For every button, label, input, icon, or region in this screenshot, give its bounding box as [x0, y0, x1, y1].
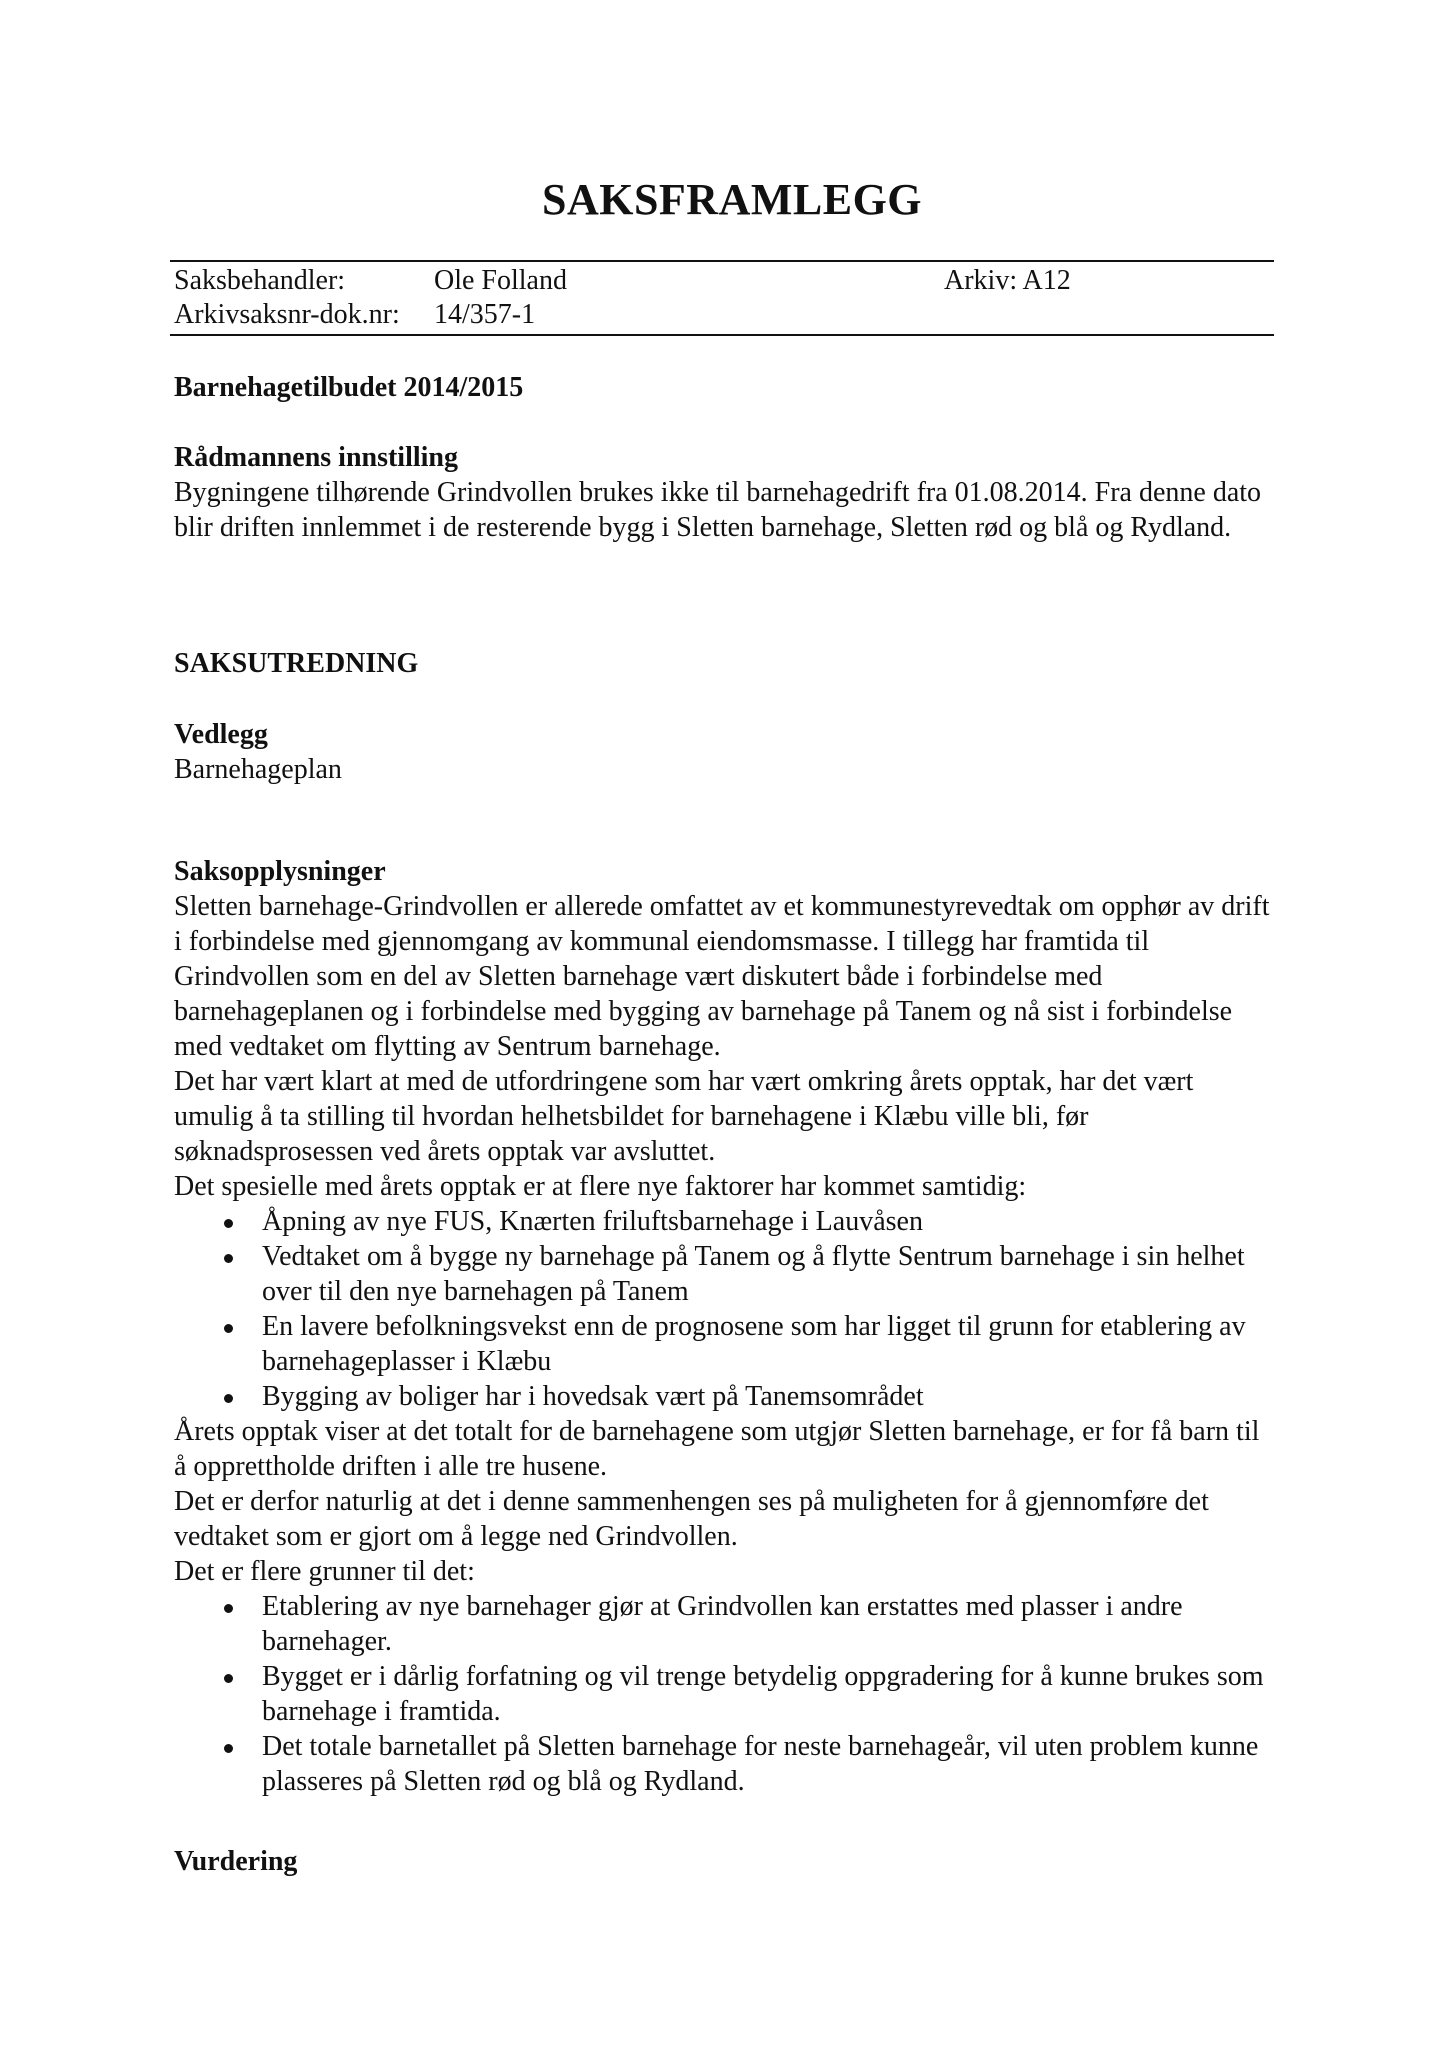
list-item-text: Etablering av nye barnehager gjør at Grindvollen kan erstattes med plasser i andre barnehager. — [262, 1591, 1183, 1657]
vurdering-heading-block — [174, 1844, 1274, 1879]
bullet-icon — [224, 1744, 233, 1753]
list-item — [174, 1589, 1274, 1659]
saksopplysninger-paragraph-1: Sletten barnehage-Grindvollen er allerede omfattet av et kommunestyrevedtak om opphør av drift i forbindelse med gjennomgang av kommunal eiendomsmasse. I tillegg har framtida til Grindvollen som en del av Sletten barnehage vært diskutert både i forbindelse med barnehageplanen og i forbindelse med bygging av barnehage på Tanem og nå sist i forbindelse med vedtaket om flytting av Sentrum barnehage. — [174, 891, 1270, 1062]
saksopplysninger-paragraph-4: Årets opptak viser at det totalt for de barnehagene som utgjør Sletten barnehage, er for få barn til å opprettholde driften i alle tre husene. — [174, 1416, 1260, 1482]
bullet-icon — [224, 1394, 233, 1403]
innstilling-heading: Rådmannens innstilling — [174, 442, 458, 473]
list-item-text: Åpning av nye FUS, Knærten friluftsbarnehage i Lauvåsen — [262, 1206, 923, 1237]
case-title-text: Barnehagetilbudet 2014/2015 — [174, 372, 524, 403]
header-bottom-rule — [170, 334, 1274, 336]
saksopplysninger-paragraph-5: Det er derfor naturlig at det i denne sammenhengen ses på muligheten for å gjennomføre det vedtaket som er gjort om å legge ned Grindvollen. — [174, 1486, 1209, 1552]
innstilling-section — [174, 440, 1274, 545]
list-item — [174, 1239, 1274, 1309]
list-item-text: Det totale barnetallet på Sletten barnehage for neste barnehageår, vil uten problem kunne plasseres på Sletten rød og blå og Rydland. — [262, 1731, 1259, 1797]
saksutredning-heading-block — [174, 646, 1274, 681]
document-title: SAKSFRAMLEGG — [541, 175, 923, 224]
bullet-icon — [224, 1674, 233, 1683]
list-item — [174, 1729, 1274, 1799]
saksbehandler-label: Saksbehandler: — [174, 265, 346, 296]
list-item-text: En lavere befolkningsvekst enn de prognosene som har ligget til grunn for etablering av barnehageplasser i Klæbu — [262, 1311, 1246, 1377]
vurdering-heading: Vurdering — [174, 1846, 298, 1877]
saksopplysninger-paragraph-2: Det har vært klart at med de utfordringene som har vært omkring årets opptak, har det vært umulig å ta stilling til hvordan helhetsbildet for barnehagene i Klæbu ville bli, før søknadsprosessen ved årets opptak var avsluttet. — [174, 1066, 1194, 1167]
bullet-icon — [224, 1254, 233, 1263]
list-item — [174, 1379, 1274, 1414]
arkivsaksnr-value: 14/357-1 — [434, 299, 536, 330]
saksopplysninger-heading: Saksopplysninger — [174, 856, 386, 887]
factors-list — [174, 1204, 1274, 1414]
saksopplysninger-section — [174, 854, 1274, 1799]
saksutredning-heading: SAKSUTREDNING — [174, 648, 419, 679]
saksopplysninger-paragraph-3: Det spesielle med årets opptak er at flere nye faktorer har kommet samtidig: — [174, 1171, 1027, 1202]
list-item — [174, 1309, 1274, 1379]
vedlegg-heading: Vedlegg — [174, 719, 268, 750]
case-title — [174, 370, 1274, 405]
saksopplysninger-paragraph-6: Det er flere grunner til det: — [174, 1556, 475, 1587]
bullet-icon — [224, 1324, 233, 1333]
header-top-rule — [170, 260, 1274, 262]
reasons-list — [174, 1589, 1274, 1799]
list-item — [174, 1204, 1274, 1239]
arkiv-code: Arkiv: A12 — [944, 265, 1071, 296]
arkivsaksnr-label: Arkivsaksnr-dok.nr: — [174, 299, 400, 330]
list-item-text: Bygget er i dårlig forfatning og vil trenge betydelig oppgradering for å kunne brukes som barnehage i framtida. — [262, 1661, 1264, 1727]
bullet-icon — [224, 1219, 233, 1228]
list-item — [174, 1659, 1274, 1729]
list-item-text: Vedtaket om å bygge ny barnehage på Tanem og å flytte Sentrum barnehage i sin helhet over til den nye barnehagen på Tanem — [262, 1241, 1245, 1307]
vedlegg-section — [174, 717, 1274, 787]
innstilling-text: Bygningene tilhørende Grindvollen brukes ikke til barnehagedrift fra 01.08.2014. Fra denne dato blir driften innlemmet i de resterende bygg i Sletten barnehage, Sletten rød og blå og Rydland. — [174, 477, 1262, 543]
list-item-text: Bygging av boliger har i hovedsak vært på Tanemsområdet — [262, 1381, 924, 1412]
saksbehandler-value: Ole Folland — [434, 265, 567, 296]
vedlegg-item: Barnehageplan — [174, 754, 342, 785]
bullet-icon — [224, 1604, 233, 1613]
